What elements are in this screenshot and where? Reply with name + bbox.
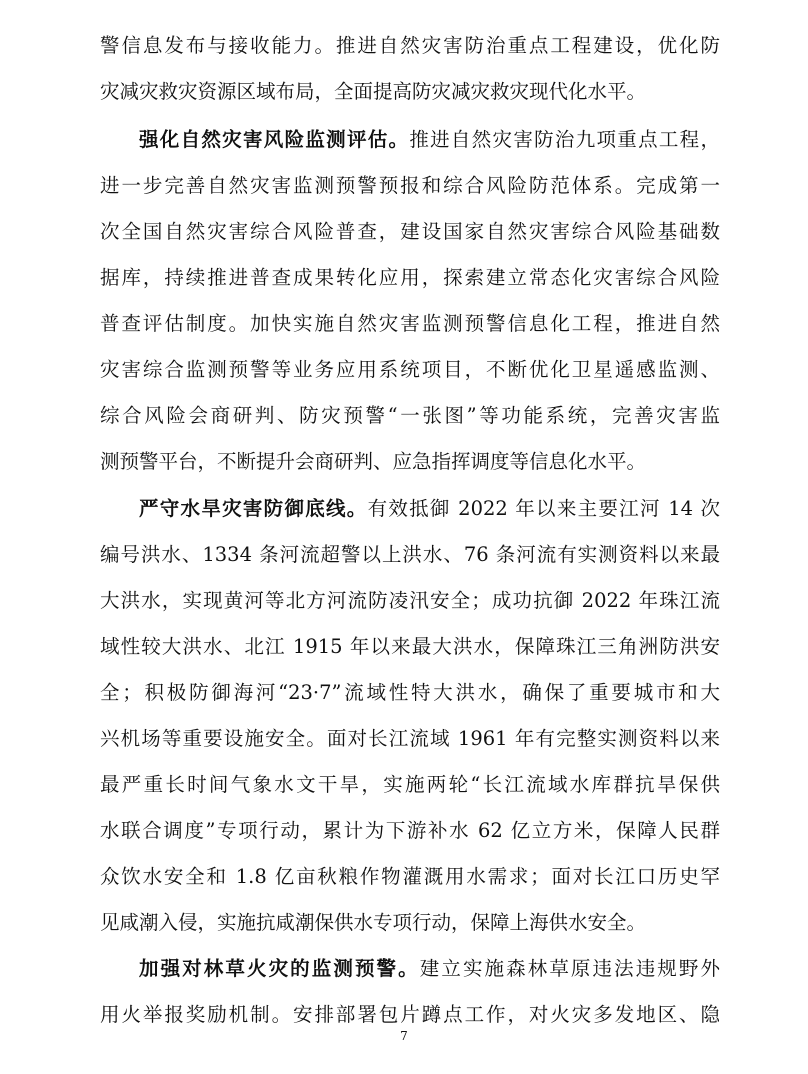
text-line: 有效抵御 2022 年以来主要江河 14 次 xyxy=(367,497,720,520)
paragraph-first-line xyxy=(139,955,720,983)
paragraph-heading: 强化自然灾害风险监测评估。 xyxy=(139,128,410,151)
page-number: 7 xyxy=(400,1029,408,1043)
text-line: 大洪水，实现黄河等北方河流防凌汛安全；成功抗御 2022 年珠江流 xyxy=(100,589,720,612)
text-line: 建立实施森林草原违法违规野外 xyxy=(419,957,720,980)
text-line: 普查评估制度。加快实施自然灾害监测预警信息化工程，推进自然 xyxy=(100,312,720,335)
text-line: 灾害综合监测预警等业务应用系统项目，不断优化卫星遥感监测、 xyxy=(100,358,720,381)
text-line: 域性较大洪水、北江 1915 年以来最大洪水，保障珠江三角洲防洪安 xyxy=(100,635,720,658)
text-line: 最严重长时间气象水文干旱，实施两轮“长江流域水库群抗旱保供 xyxy=(100,773,720,796)
text-line: 见咸潮入侵，实施抗咸潮保供水专项行动，保障上海供水安全。 xyxy=(100,911,647,934)
text-line: 兴机场等重要设施安全。面对长江流域 1961 年有完整实测资料以来 xyxy=(100,727,720,750)
text-line: 用火举报奖励机制。安排部署包片蹲点工作，对火灾多发地区、隐 xyxy=(100,1003,720,1026)
text-line: 警信息发布与接收能力。推进自然灾害防治重点工程建设，优化防 xyxy=(100,34,720,57)
text-line: 推进自然灾害防治九项重点工程， xyxy=(409,128,720,151)
paragraph-heading: 严守水旱灾害防御底线。 xyxy=(139,497,368,520)
text-line: 据库，持续推进普查成果转化应用，探索建立常态化灾害综合风险 xyxy=(100,266,720,289)
text-line: 灾减灾救灾资源区域布局，全面提高防灾减灾救灾现代化水平。 xyxy=(100,80,647,103)
text-line: 全；积极防御海河“23·7”流域性特大洪水，确保了重要城市和大 xyxy=(100,681,720,704)
text-line: 水联合调度”专项行动，累计为下游补水 62 亿立方米，保障人民群 xyxy=(100,819,720,842)
text-line: 综合风险会商研判、防灾预警“一张图”等功能系统，完善灾害监 xyxy=(100,404,720,427)
text-line: 众饮水安全和 1.8 亿亩秋粮作物灌溉用水需求；面对长江口历史罕 xyxy=(100,865,720,888)
text-line: 次全国自然灾害综合风险普查，建设国家自然灾害综合风险基础数 xyxy=(100,220,720,243)
paragraph-first-line xyxy=(139,495,720,523)
paragraph-heading: 加强对林草火灾的监测预警。 xyxy=(139,957,420,980)
text-line: 测预警平台，不断提升会商研判、应急指挥调度等信息化水平。 xyxy=(100,450,647,473)
text-line: 编号洪水、1334 条河流超警以上洪水、76 条河流有实测资料以来最 xyxy=(100,543,720,566)
text-line: 进一步完善自然灾害监测预警预报和综合风险防范体系。完成第一 xyxy=(100,174,720,197)
paragraph-first-line xyxy=(139,126,720,154)
